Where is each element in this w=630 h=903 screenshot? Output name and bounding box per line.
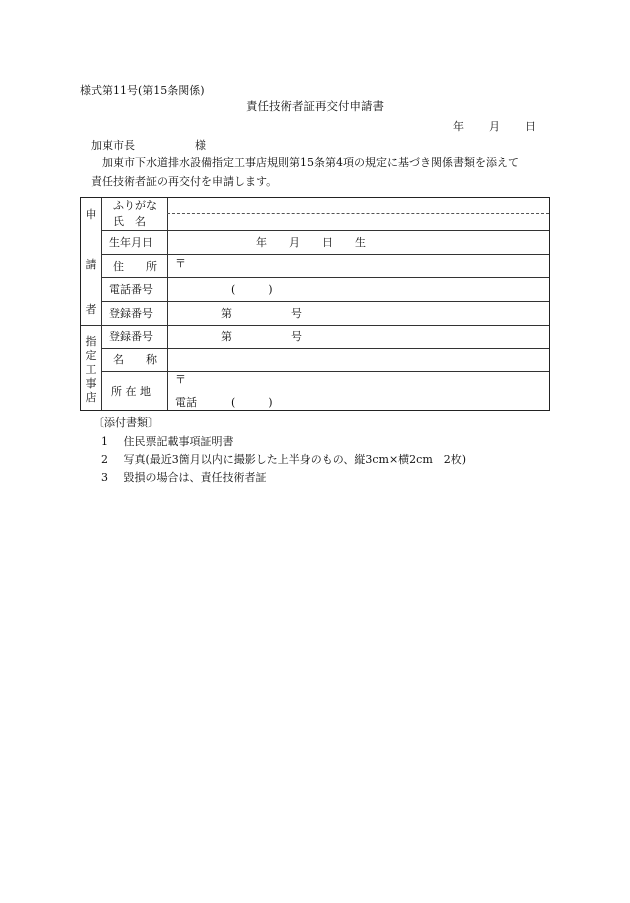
phone-label: 電話番号 [109,283,153,296]
addressee [91,139,206,152]
registration-go: 号 [291,307,302,320]
registration-dai: 第 [221,330,232,343]
attachment-text: 毀損の場合は、責任技術者証 [123,471,267,484]
applicant-registration-label: 登録番号 [109,307,153,320]
registration-dai: 第 [221,307,232,320]
company-name-label: 名 称 [113,353,157,366]
contractor-group-char: 定 [85,349,97,362]
document-title: 責任技術者証再交付申請書 [246,99,384,113]
birthdate-value: 年 月 日 生 [256,236,366,249]
contractor-group-char: 事 [85,377,97,390]
location-label: 所 在 地 [111,385,151,398]
addressee-name: 加東市長 [91,139,135,152]
row-divider [101,230,549,231]
phone-value: ( ) [231,283,273,296]
contractor-phone-value: ( ) [231,396,273,409]
section-divider [81,325,549,326]
attachment-item [101,472,267,483]
attachment-item [101,436,234,447]
attachment-text: 住民票記載事項証明書 [123,435,234,448]
registration-go: 号 [291,330,302,343]
postal-mark: 〒 [175,257,186,270]
row-divider [101,277,549,278]
applicant-group-char: 者 [85,303,97,316]
furigana-divider [167,213,549,214]
contractor-phone-label: 電話 [175,396,197,409]
contractor-group-char: 指 [85,335,97,348]
postal-mark: 〒 [175,373,186,386]
row-divider [101,371,549,372]
body-line-2: 責任技術者証の再交付を申請します。 [91,175,278,188]
row-divider [101,301,549,302]
furigana-label: ふりがな [113,199,157,212]
attachment-number: 2 [101,453,108,466]
row-divider [101,348,549,349]
row-divider [101,254,549,255]
name-label: 氏 名 [113,215,146,228]
birthdate-label: 生年月日 [109,236,153,249]
addressee-honorific: 様 [195,139,206,152]
form-number: 様式第11号(第15条関係) [80,84,205,97]
address-label: 住 所 [113,260,157,273]
contractor-group-char: 店 [85,391,97,404]
attachment-item [101,454,466,465]
date-year: 年 [453,120,464,133]
attachment-number: 1 [101,435,108,448]
date-day: 日 [525,120,536,133]
date-month: 月 [489,120,500,133]
attachment-number: 3 [101,471,108,484]
applicant-group-char: 請 [85,258,97,271]
body-line-1: 加東市下水道排水設備指定工事店規則第15条第4項の規定に基づき関係書類を添えて [102,156,519,169]
contractor-group-char: 工 [85,363,97,376]
contractor-registration-label: 登録番号 [109,330,153,343]
application-table [80,197,550,411]
attachments-heading: 〔添付書類〕 [93,416,159,429]
applicant-group-char: 申 [85,208,97,221]
attachment-text: 写真(最近3箇月以内に撮影した上半身のもの、縦3cm×横2cm 2枚) [123,453,467,466]
